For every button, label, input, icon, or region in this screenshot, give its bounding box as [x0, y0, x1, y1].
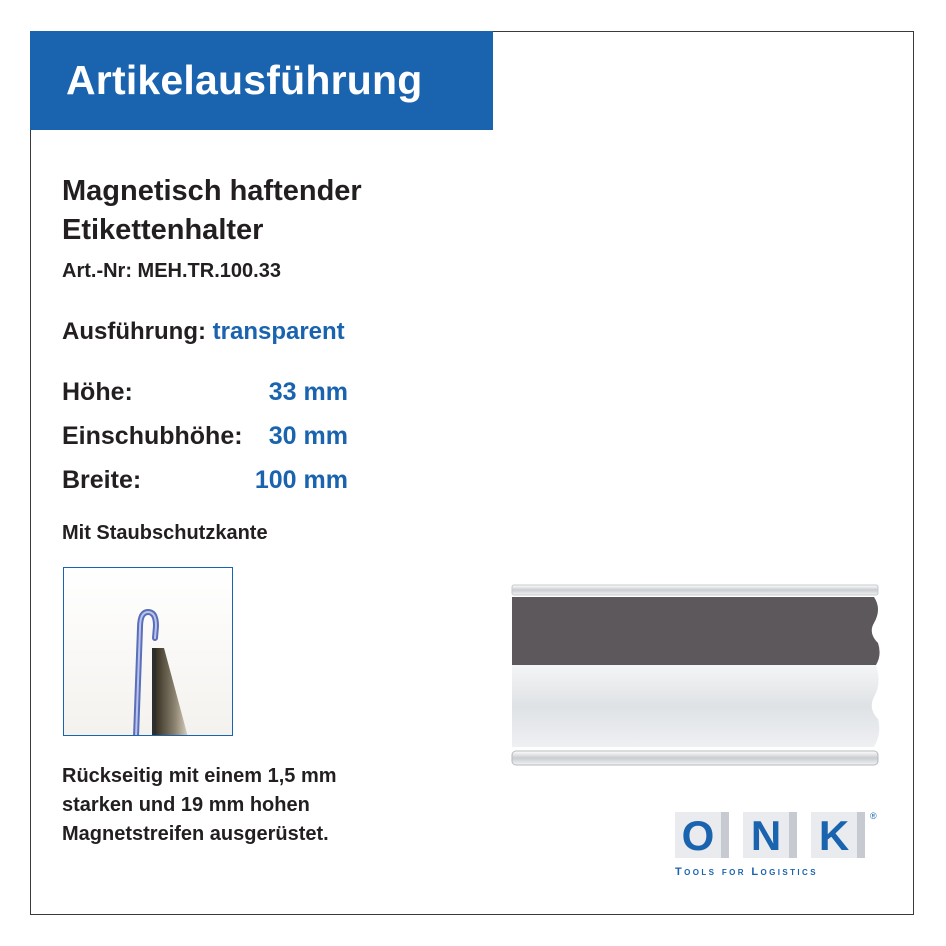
product-title-line2: Etikettenhalter: [62, 214, 264, 246]
top-rail: [512, 585, 878, 595]
logo-letter-n: N: [750, 812, 782, 859]
label-holder-product-image: [510, 583, 882, 773]
strip-shadow: [156, 648, 188, 736]
feature-note: Mit Staubschutzkante: [62, 522, 268, 544]
product-title-line1: Magnetisch haftender: [62, 175, 362, 207]
logo-letter-k: K: [818, 812, 850, 859]
logo-tagline: [675, 866, 818, 878]
header-title: Artikelausführung: [66, 57, 423, 103]
spec-row-breite: [62, 466, 362, 496]
logo-letter-o: O: [681, 812, 715, 859]
magnet-strip: [512, 597, 880, 665]
magnet-edge: [152, 648, 156, 736]
dust-edge-detail-image: [63, 567, 233, 736]
back-description-line2: starken und 19 mm hohen: [62, 794, 310, 816]
back-description-line1: Rückseitig mit einem 1,5 mm: [62, 765, 337, 787]
logo-cube-k-side: [857, 812, 865, 858]
spec-row-hoehe: [62, 378, 362, 408]
dust-edge-profile-illustration: [64, 568, 233, 736]
variant-line: [62, 318, 345, 346]
spec-value: 100 mm: [254, 466, 348, 494]
spec-label: Höhe:: [62, 378, 133, 406]
dust-edge-rail: [512, 751, 878, 765]
logo-cube-n-side: [789, 812, 797, 858]
registered-mark: ®: [870, 811, 877, 821]
spec-label: Breite:: [62, 466, 142, 494]
product-title: [62, 172, 362, 250]
header-banner: [30, 31, 493, 130]
logo-tagline-text: Tools for Logistics: [675, 866, 818, 878]
spec-value: 30 mm: [268, 422, 348, 450]
spec-value: 33 mm: [268, 378, 348, 406]
article-number: Art.-Nr: MEH.TR.100.33: [62, 260, 281, 282]
back-description-line3: Magnetstreifen ausgerüstet.: [62, 823, 329, 845]
spec-label: Einschubhöhe:: [62, 422, 243, 450]
spec-row-einschubhoehe: [62, 422, 362, 452]
back-description: [62, 762, 337, 849]
logo-cube-o-side: [721, 812, 729, 858]
transparent-cover: [512, 665, 879, 747]
variant-value: transparent: [212, 318, 345, 345]
variant-label: Ausführung:: [62, 318, 206, 345]
